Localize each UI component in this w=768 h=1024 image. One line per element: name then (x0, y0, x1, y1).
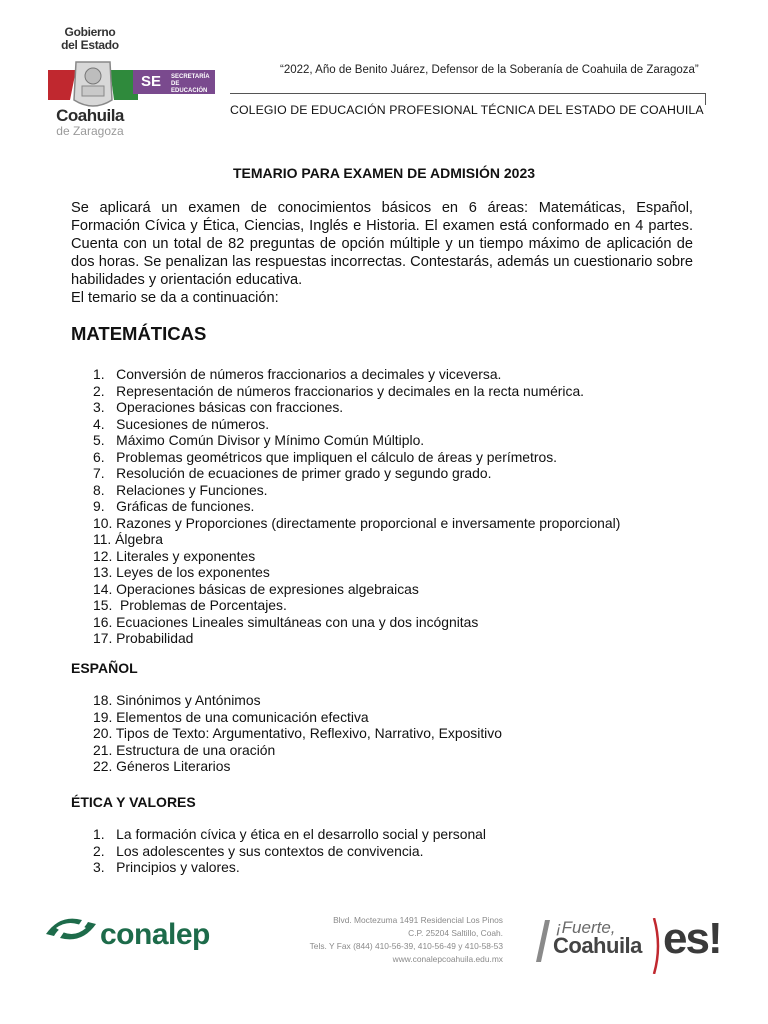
zaragoza-logo-text: de Zaragoza (56, 124, 124, 138)
list-item: 1. La formación cívica y ética en el desarrollo social y personal (93, 826, 486, 842)
list-item: 18. Sinónimos y Antónimos (93, 692, 261, 708)
list-item: 11. Álgebra (93, 531, 164, 547)
ethics-topic-list (93, 826, 486, 876)
list-item: 1. Conversión de números fraccionarios a decimales y viceversa. (93, 366, 502, 382)
list-item: 8. Relaciones y Funciones. (93, 481, 268, 498)
es-logo-text: es! (663, 914, 721, 963)
list-item: 7. Resolución de ecuaciones de primer grado y segundo grado. (93, 465, 492, 481)
header-divider (230, 93, 706, 94)
list-item: 13. Leyes de los exponentes (93, 564, 270, 580)
list-item: 2. Los adolescentes y sus contextos de convivencia. (93, 842, 424, 859)
gobierno-logo-text: Gobierno del Estado (61, 25, 119, 52)
ethics-heading: ÉTICA Y VALORES (71, 794, 196, 810)
conalep-logo-icon (42, 912, 100, 946)
coahuila-shield-icon (48, 56, 138, 110)
document-title: TEMARIO PARA EXAMEN DE ADMISIÓN 2023 (232, 165, 536, 181)
slash-decoration-icon (536, 920, 550, 962)
math-topic-list (93, 366, 620, 647)
list-item: 19. Elementos de una comunicación efectiva (93, 708, 369, 725)
coahuila-logo-text: Coahuila (56, 106, 124, 125)
list-item: 3. Operaciones básicas con fracciones. (93, 399, 344, 415)
list-item: 15. Problemas de Porcentajes. (93, 597, 287, 613)
list-item: 17. Probabilidad (93, 630, 194, 646)
coahuila-es-logo-text: Coahuila (553, 933, 642, 958)
header-divider-tick (705, 93, 706, 105)
list-item: 22. Géneros Literarios (93, 758, 231, 774)
spanish-heading: ESPAÑOL (71, 660, 138, 676)
list-item: 5. Máximo Común Divisor y Mínimo Común Múltiplo. (93, 432, 425, 448)
college-name: COLEGIO DE EDUCACIÓN PROFESIONAL TÉCNICA DEL ESTADO DE COAHUILA (230, 103, 704, 117)
list-item: 21. Estructura de una oración (93, 741, 276, 758)
spanish-topic-list (93, 692, 502, 775)
intro-text: Se aplicará un examen de conocimientos básicos en 6 áreas: Matemáticas, Español, Formación Cívica y Ética, Ciencias, Inglés e Historia. El examen está conformado en 4 partes. Cuenta con un total de 82 preguntas de opción múltiple y un tiempo máximo de aplicación de dos horas. Se penalizan las respuestas incorrectas. Contestarás, además un cuestionario sobre habilidades y orientación educativa. (71, 200, 693, 288)
math-heading: MATEMÁTICAS (71, 323, 207, 344)
fuerte-logo-text: ¡Fuerte, (556, 918, 616, 937)
list-item: 12. Literales y exponentes (93, 547, 256, 564)
list-item: 10. Razones y Proporciones (directamente proporcional e inversamente proporcional) (93, 514, 621, 531)
list-item: 3. Principios y valores. (93, 859, 240, 875)
list-item: 16. Ecuaciones Lineales simultáneas con una y dos incógnitas (93, 613, 479, 630)
list-item: 20. Tipos de Texto: Argumentativo, Reflexivo, Narrativo, Expositivo (93, 725, 502, 741)
list-item: 4. Sucesiones de números. (93, 415, 270, 432)
intro-last-line: El temario se da a continuación: (71, 290, 279, 306)
bracket-decoration-icon (652, 918, 662, 974)
se-logo: SE SECRETARÍA DE EDUCACIÓN (133, 70, 215, 94)
list-item: 6. Problemas geométricos que impliquen el cálculo de áreas y perímetros. (93, 448, 558, 465)
conalep-logo-text: conalep (100, 918, 210, 951)
header-motto: “2022, Año de Benito Juárez, Defensor de la Soberanía de Coahuila de Zaragoza” (280, 64, 699, 76)
footer-address: Blvd. Moctezuma 1491 Residencial Los Pinos C.P. 25204 Saltillo, Coah. Tels. Y Fax (844) 410-56-39, 410-56-49 y 410-58-53 www.conalepcoahuila.edu.mx (309, 915, 503, 964)
list-item: 2. Representación de números fraccionarios y decimales en la recta numérica. (93, 382, 585, 399)
intro-paragraph (71, 199, 693, 307)
list-item: 14. Operaciones básicas de expresiones algebraicas (93, 580, 419, 597)
list-item: 9. Gráficas de funciones. (93, 498, 255, 514)
